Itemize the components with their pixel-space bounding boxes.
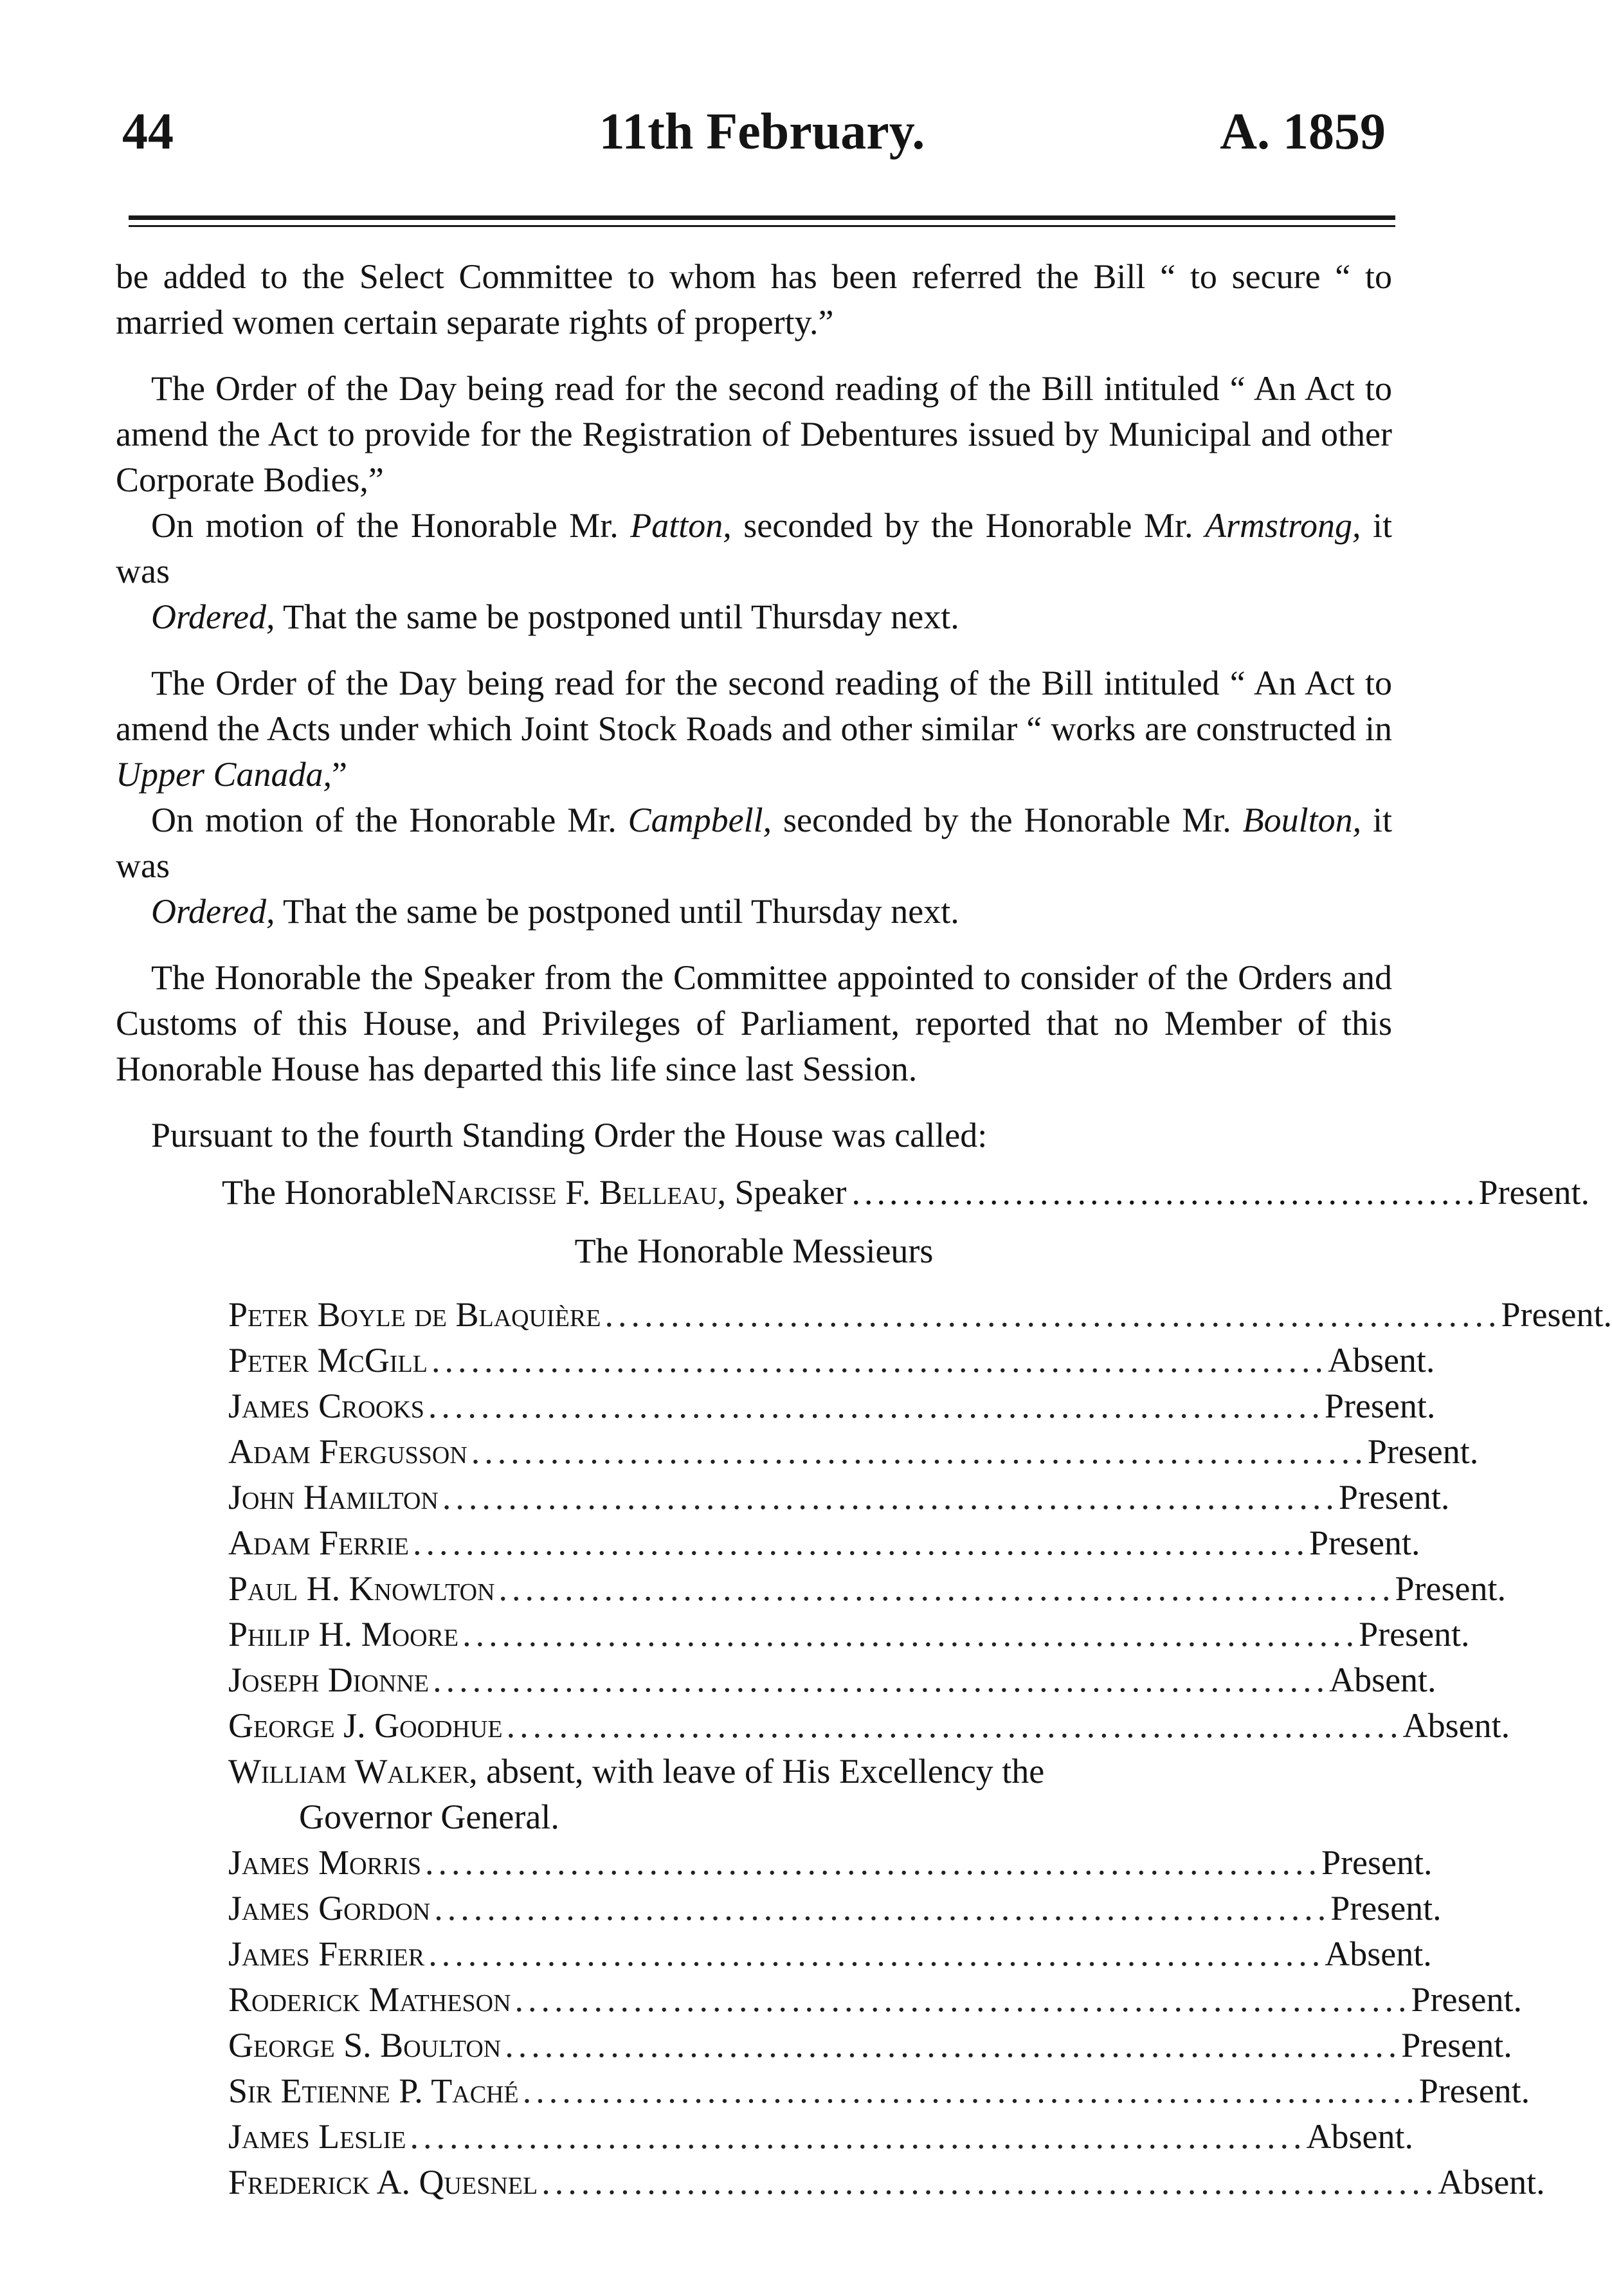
dot-leader: .................................................................... [431,1341,1328,1380]
speaker-roll-line [116,1170,1589,1216]
speaker-prefix: The Honorable [222,1173,431,1212]
ordered-text: That the same be postponed until Thursday next. [275,892,959,931]
roll-row [228,1292,1612,1338]
member-status: Present. [1321,1843,1433,1882]
dot-leader: .................................................. [851,1173,1479,1212]
ordered-label: Ordered, [151,597,275,636]
member-name: Adam Ferrie [228,1524,409,1562]
member-status: Absent. [1325,1935,1432,1973]
member-name: Roderick Matheson [228,1980,511,2019]
dot-leader: .................................................................... [412,1524,1309,1562]
dot-leader: .................................................................... [442,1478,1339,1517]
member-name: William Walker, [228,1752,478,1790]
roll-row [228,1566,1506,1612]
dot-leader: .................................................................... [428,1387,1325,1425]
paragraph-select-committee: be added to the Select Committee to whom has been referred the Bill “ to secure “ to married women certain separate rights of property.” [116,257,1392,342]
leave-text: absent, with leave of His Excellency the [477,1752,1045,1790]
motion-text: it was [116,801,1392,885]
roll-row [228,1886,1442,1931]
walker-leave-note [228,1749,1389,1840]
roll-row [228,1703,1510,1749]
bill-text: The Order of the Day being read for the second reading of the Bill intituled “ An Act to amend the Acts under which Joint Stock Roads and other similar “ works are constructed in [116,664,1392,748]
speaker-status: Present. [1478,1173,1589,1212]
member-name: Frederick A. Quesnel [228,2163,538,2201]
member-name: Peter McGill [228,1341,428,1380]
running-title: 11th February. [599,104,925,160]
member-name: John Hamilton [228,1478,439,1517]
dot-leader: .................................................................... [433,1661,1330,1699]
journal-body [116,254,1612,2205]
member-name: George S. Boulton [228,2026,502,2064]
member-status: Present. [1401,2026,1512,2064]
member-status: Present. [1367,1432,1479,1471]
member-name: Sir Etienne P. Taché [228,2072,519,2110]
member-name: Philip H. Moore [228,1615,459,1654]
bill-text: ” [332,755,347,794]
member-status: Present. [1501,1295,1612,1334]
dot-leader: .................................................................... [425,1843,1322,1882]
roll-row [228,1840,1433,1886]
place-name: Upper Canada, [116,755,332,794]
dot-leader: .................................................................... [522,2072,1419,2110]
paragraph-speaker-report: The Honorable the Speaker from the Committee appointed to consider of the Orders and Customs of this House, and Privileges of Parliament, reported that no Member of this Honorable House has departed this life since last Session. [116,958,1392,1088]
roll-row [228,1612,1470,1657]
dot-leader: .................................................................... [604,1295,1501,1334]
dot-leader: .................................................................... [434,1889,1331,1927]
roll-row [228,2023,1512,2068]
motion-text: it was [116,506,1392,590]
member-status: Absent. [1402,1706,1510,1745]
member-status: Present. [1411,1980,1523,2019]
mover-name: Patton, [630,506,732,545]
member-name: James Leslie [228,2117,406,2156]
paragraph-ordered-2 [116,889,1392,934]
paragraph-motion-campbell [116,797,1392,889]
paragraph-motion-patton [116,503,1392,594]
speaker-name: Narcisse F. Belleau [431,1173,718,1212]
member-name: George J. Goodhue [228,1706,503,1745]
member-status: Absent. [1438,2163,1545,2201]
member-name: James Morris [228,1843,422,1882]
roll-row [228,2068,1530,2114]
roll-row [228,1475,1450,1520]
page-number: 44 [122,104,174,160]
motion-text: seconded by the Honorable Mr. [772,801,1243,839]
member-status: Present. [1338,1478,1450,1517]
roll-row [228,1338,1435,1383]
member-status: Present. [1395,1569,1506,1608]
paragraph-house-called: Pursuant to the fourth Standing Order the House was called: [151,1116,988,1154]
member-status: Present. [1309,1524,1420,1562]
member-status: Absent. [1329,1661,1436,1699]
dot-leader: .................................................................... [541,2163,1438,2201]
motion-text: On motion of the Honorable Mr. [151,801,628,839]
dot-leader: .................................................................... [498,1569,1395,1608]
roll-row [228,2114,1413,2160]
roll-row [228,1977,1523,2023]
member-status: Present. [1324,1387,1436,1425]
member-status: Present. [1330,1889,1442,1927]
speaker-suffix: , Speaker [717,1173,847,1212]
ordered-text: That the same be postponed until Thursday next. [275,597,959,636]
member-name: Paul H. Knowlton [228,1569,495,1608]
roll-row [228,1429,1479,1475]
paragraph-joint-stock-bill [116,661,1392,797]
member-status: Absent. [1306,2117,1413,2156]
motion-text: On motion of the Honorable Mr. [151,506,631,545]
year-mark: A. 1859 [1220,104,1386,160]
roll-row [228,1657,1436,1703]
paragraph-ordered-1 [116,594,1392,640]
paragraph-debentures-bill: The Order of the Day being read for the second reading of the Bill intituled “ An Act to amend the Act to provide for the Registration of Debentures issued by Municipal and other Corporate Bodies,” [116,369,1392,499]
roll-row [228,1383,1436,1429]
member-status: Present. [1418,2072,1530,2110]
member-status: Present. [1359,1615,1470,1654]
motion-text: seconded by the Honorable Mr. [731,506,1205,545]
seconder-name: Boulton, [1242,801,1362,839]
leave-text-continued: Governor General. [299,1798,559,1836]
header-rule-thin [129,225,1395,227]
dot-leader: .................................................................... [506,1706,1403,1745]
seconder-name: Armstrong, [1204,506,1361,545]
page-header [122,103,1402,174]
member-name: James Gordon [228,1889,431,1927]
roll-row [228,1931,1432,1977]
member-status: Absent. [1327,1341,1435,1380]
dot-leader: .................................................................... [462,1615,1359,1654]
messieurs-heading: The Honorable Messieurs [574,1232,934,1270]
dot-leader: .................................................................... [471,1432,1368,1471]
member-name: Joseph Dionne [228,1661,430,1699]
roll-call-list [228,1292,1612,2205]
roll-row [228,1520,1420,1566]
ordered-label: Ordered, [151,892,275,931]
roll-row [228,2160,1545,2205]
dot-leader: .................................................................... [428,1935,1325,1973]
member-name: James Ferrier [228,1935,425,1973]
member-name: Peter Boyle de Blaquière [228,1295,601,1334]
member-name: James Crooks [228,1387,424,1425]
dot-leader: .................................................................... [514,1980,1411,2019]
walker-note-line [228,1749,1389,1794]
member-name: Adam Fergusson [228,1432,467,1471]
dot-leader: .................................................................... [410,2117,1307,2156]
dot-leader: .................................................................... [505,2026,1402,2064]
mover-name: Campbell, [628,801,772,839]
header-rule [129,215,1395,220]
